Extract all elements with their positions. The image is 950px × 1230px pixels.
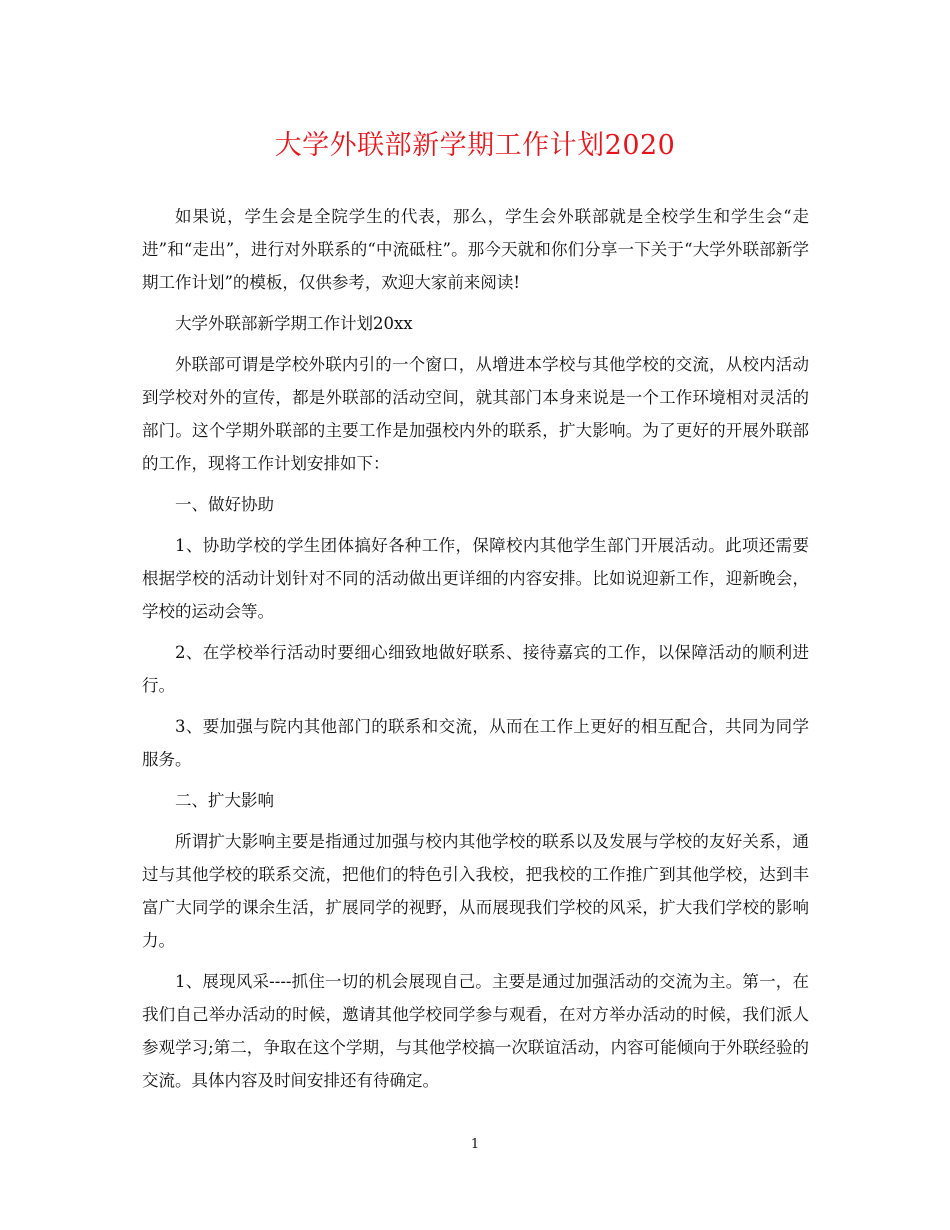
- paragraph-influence-1: 1、展现风采----抓住一切的机会展现自己。主要是通过加强活动的交流为主。第一，在我们自己举办活动的时候，邀请其他学校同学参与观看，在对方举办活动的时候，我们派人参观学习;第二，争取在这个学期，与其他学校搞一次联谊活动，内容可能倾向于外联经验的交流。具体内容及时间安排还有待确定。: [142, 972, 809, 1090]
- page-number: 1: [470, 1137, 480, 1152]
- paragraph-assist-2: 2、在学校举行活动时要细心细致地做好联系、接待嘉宾的工作，以保障活动的顺利进行。: [142, 643, 809, 695]
- paragraph-overview: 外联部可谓是学校外联内引的一个窗口，从增进本学校与其他学校的交流，从校内活动到学校对外的宣传，都是外联部的活动空间，就其部门本身来说是一个工作环境相对灵活的部门。这个学期外联部的主要工作是加强校内外的联系，扩大影响。为了更好的开展外联部的工作，现将工作计划安排如下：: [142, 355, 809, 473]
- paragraph-assist-3: 3、要加强与院内其他部门的联系和交流，从而在工作上更好的相互配合，共同为同学服务。: [142, 717, 809, 769]
- paragraph-intro: 如果说，学生会是全院学生的代表，那么，学生会外联部就是全校学生和学生会“走进”和“走出”，进行对外联系的“中流砥柱”。那今天就和你们分享一下关于“大学外联部新学期工作计划”的模板，仅供参考，欢迎大家前来阅读!: [142, 207, 809, 292]
- section-heading-assist: 一、做好协助: [175, 495, 274, 514]
- paragraph-influence-intro: 所谓扩大影响主要是指通过加强与校内其他学校的联系以及发展与学校的友好关系，通过与其他学校的联系交流，把他们的特色引入我校，把我校的工作推广到其他学校，达到丰富广大同学的课余生活，扩展同学的视野，从而展现我们学校的风采，扩大我们学校的影响力。: [142, 832, 809, 950]
- section-heading-influence: 二、扩大影响: [175, 791, 274, 810]
- paragraph-assist-1: 1、协助学校的学生团体搞好各种工作，保障校内其他学生部门开展活动。此项还需要根据学校的活动计划针对不同的活动做出更详细的内容安排。比如说迎新工作，迎新晚会，学校的运动会等。: [142, 536, 809, 621]
- paragraph-subtitle: 大学外联部新学期工作计划20xx: [175, 314, 413, 333]
- document-body: [142, 200, 809, 1097]
- document-title: 大学外联部新学期工作计划2020: [274, 130, 676, 161]
